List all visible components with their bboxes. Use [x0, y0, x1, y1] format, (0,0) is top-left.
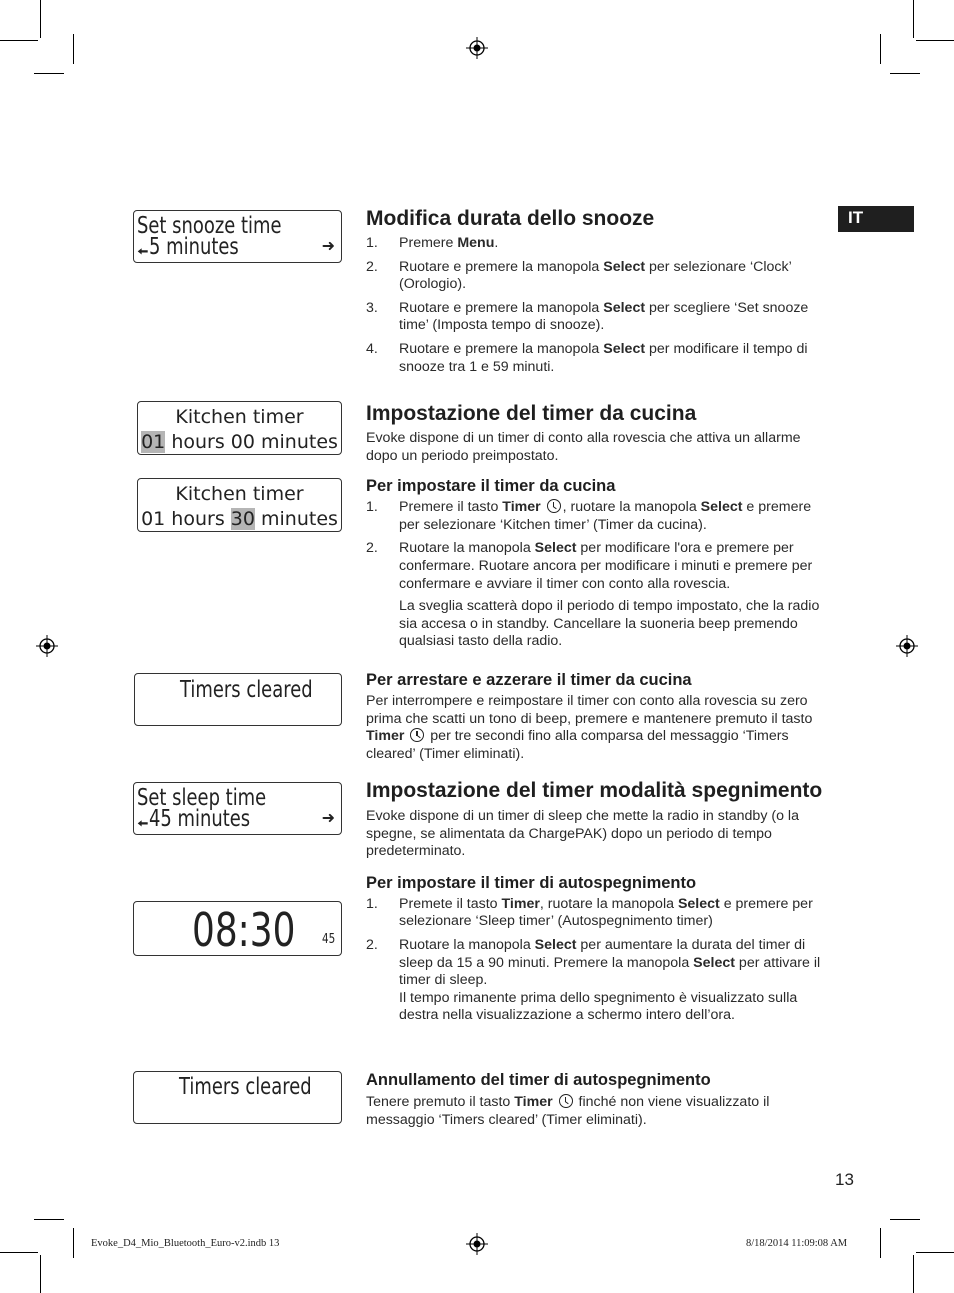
crop-mark [73, 1228, 74, 1258]
subsection-title: Per arrestare e azzerare il timer da cucina [366, 671, 692, 689]
display-line-1: Set snooze time [137, 213, 282, 239]
display-kitchen-hours [137, 401, 342, 455]
section-intro: Evoke dispone di un timer di sleep che mette la radio in standby (o la spegne, se alimentata da ChargePAK) dopo un periodo di tempo predeterminato. [366, 808, 799, 860]
section-stop-kitchen-timer [366, 671, 828, 763]
steps-list [366, 235, 828, 376]
registration-mark-icon [896, 635, 918, 657]
language-tab: IT [838, 206, 914, 232]
subsection-title: Per impostare il timer da cucina [366, 477, 616, 496]
step-bold: Select [603, 258, 646, 275]
list-item [366, 937, 828, 1025]
highlighted-value: 01 [141, 431, 166, 453]
body-bold: Timer [366, 728, 405, 745]
registration-mark-icon [36, 635, 58, 657]
clock-icon [547, 499, 561, 513]
crop-mark [34, 1219, 64, 1220]
section-text [366, 1094, 828, 1129]
display-set-snooze [133, 210, 342, 263]
section-snooze [366, 205, 828, 382]
step-number: 2. [366, 540, 378, 557]
footer-file: Evoke_D4_Mio_Bluetooth_Euro-v2.indb 13 [91, 1238, 280, 1249]
step-bold: Select [534, 936, 577, 953]
step-note: La sveglia scatterà dopo il periodo di tempo impostato, che la radio sia accesa o in standby. Cancellare la suoneria beep premendo qualsiasi tasto della radio. [399, 598, 820, 650]
display-timers-cleared [133, 1071, 342, 1124]
list-item [366, 896, 828, 931]
step-text: Ruotare e premere la manopola [399, 299, 604, 316]
display-clock [133, 901, 342, 956]
steps-list [366, 499, 828, 651]
step-text: per selezionare ‘Clock’ (Orologio). [399, 258, 792, 293]
section-text [366, 693, 828, 763]
left-arrow-icon: 🠨 [137, 244, 149, 260]
crop-mark [0, 1252, 38, 1253]
display-text: hours 00 minutes [165, 431, 338, 453]
highlighted-value: 30 [230, 508, 255, 530]
crop-mark [916, 1252, 954, 1253]
display-line-1: Timers cleared [179, 1074, 312, 1100]
crop-mark [890, 73, 920, 74]
display-line-2 [138, 431, 341, 453]
display-line-1: Kitchen timer [175, 406, 304, 428]
steps-list [366, 896, 828, 1025]
list-item [366, 540, 828, 651]
step-text: Ruotare e premere la manopola [399, 340, 604, 357]
step-number: 1. [366, 499, 378, 516]
subsection-title: Annullamento del timer di autospegnimento [366, 1071, 711, 1089]
crop-mark [890, 1219, 920, 1220]
body-text: finché non viene visualizzato il messaggio ‘Timers cleared’ (Timer eliminati). [366, 1094, 770, 1128]
right-arrow-icon: ➜ [321, 808, 335, 827]
list-item [366, 341, 828, 376]
step-number: 2. [366, 936, 378, 953]
section-intro: Evoke dispone di un timer di conto alla rovescia che attiva un allarme dopo un periodo preimpostato. [366, 430, 801, 464]
section-cancel-sleep-timer [366, 1071, 828, 1129]
display-line-2 [138, 508, 341, 530]
step-number: 1. [366, 235, 378, 251]
step-text: Ruotare la manopola [399, 936, 535, 953]
section-title: Modifica durata dello snooze [366, 207, 655, 230]
list-item [366, 259, 828, 294]
crop-mark [0, 40, 38, 41]
display-kitchen-minutes [137, 478, 342, 532]
crop-mark [916, 40, 954, 41]
step-bold: Select [700, 499, 743, 516]
step-text: per aumentare la durata del timer di sleep da 15 a 90 minuti. Premere la manopola [399, 936, 806, 971]
step-bold: Timer [502, 499, 541, 516]
crop-mark [73, 34, 74, 64]
step-text: Premere il tasto [399, 499, 503, 516]
registration-mark-icon [466, 1233, 488, 1255]
step-number: 3. [366, 299, 378, 316]
step-text: per scegliere ‘Set snooze time’ (Imposta tempo di snooze). [399, 299, 809, 334]
clock-icon [410, 728, 424, 742]
display-line-1: Set sleep time [137, 785, 267, 811]
step-text: Premere [399, 235, 458, 251]
step-text: , ruotare la manopola [562, 499, 701, 516]
footer-date: 8/18/2014 11:09:08 AM [746, 1238, 848, 1249]
clock-time: 08:30 [192, 903, 296, 957]
step-text: , ruotare la manopola [539, 895, 678, 912]
step-text: Ruotare e premere la manopola [399, 258, 604, 275]
display-text: 01 hours [141, 508, 231, 530]
step-text: e premere per selezionare ‘Kitchen timer’ (Timer da cucina). [399, 499, 812, 533]
crop-mark [913, 1255, 914, 1293]
display-line-2: 5 minutes [149, 234, 239, 260]
step-bold: Select [603, 299, 646, 316]
step-bold: Select [534, 540, 577, 557]
display-line-1: Timers cleared [180, 677, 313, 703]
registration-mark-icon [466, 37, 488, 59]
crop-mark [913, 0, 914, 38]
left-arrow-icon: 🠨 [137, 816, 149, 832]
crop-mark [40, 1255, 41, 1293]
display-set-sleep [133, 782, 342, 835]
body-text: Per interrompere e reimpostare il timer con conto alla rovescia su zero prima che scatti un tono di beep, premere e mantenere premuto il tasto [366, 693, 813, 727]
display-line-2: 45 minutes [149, 806, 251, 832]
page-number: 13 [835, 1170, 854, 1189]
step-bold: Select [677, 895, 720, 912]
list-item [366, 499, 828, 534]
display-timers-cleared [134, 673, 342, 726]
step-text: Ruotare la manopola [399, 540, 535, 557]
step-text: per modificare l'ora e premere per confermare. Ruotare ancora per modificare i minuti e premere per confermare e avviare il timer con conto alla rovescia. [399, 540, 813, 592]
body-text: Tenere premuto il tasto [366, 1094, 515, 1110]
display-line-1: Kitchen timer [175, 483, 304, 505]
step-number: 2. [366, 258, 378, 275]
step-text: per attivare il timer di sleep. [399, 954, 821, 989]
step-text: e premere per selezionare ‘Sleep timer’ (Autospegnimento timer) [399, 895, 813, 930]
crop-mark [880, 34, 881, 64]
step-bold: Timer [501, 895, 540, 912]
step-number: 4. [366, 340, 378, 357]
display-text: minutes [254, 508, 338, 530]
clock-icon [559, 1094, 573, 1108]
crop-mark [34, 73, 64, 74]
crop-mark [40, 0, 41, 38]
section-sleep-timer [366, 777, 828, 1031]
crop-mark [880, 1228, 881, 1258]
section-kitchen-timer [366, 400, 828, 657]
sleep-remaining: 45 [322, 932, 336, 947]
step-bold: Menu [457, 235, 495, 251]
list-item [366, 300, 828, 335]
step-text: . [494, 235, 499, 251]
step-number: 1. [366, 895, 378, 912]
body-bold: Timer [514, 1094, 553, 1110]
list-item [366, 235, 828, 253]
body-text: per tre secondi fino alla comparsa del messaggio ‘Timers cleared’ (Timer eliminati). [366, 728, 789, 762]
subsection-title: Per impostare il timer di autospegnimento [366, 873, 697, 892]
step-text: Premete il tasto [399, 895, 502, 912]
step-note: Il tempo rimanente prima dello spegnimento è visualizzato sulla destra nella visualizzazione a schermo intero dell’ora. [399, 989, 798, 1024]
step-bold: Select [603, 340, 646, 357]
right-arrow-icon: ➜ [321, 236, 335, 255]
section-title: Impostazione del timer da cucina [366, 402, 697, 425]
step-text: per modificare il tempo di snooze tra 1 e 59 minuti. [399, 340, 808, 375]
step-bold: Select [693, 954, 735, 971]
section-title: Impostazione del timer modalità spegnimento [366, 779, 823, 802]
